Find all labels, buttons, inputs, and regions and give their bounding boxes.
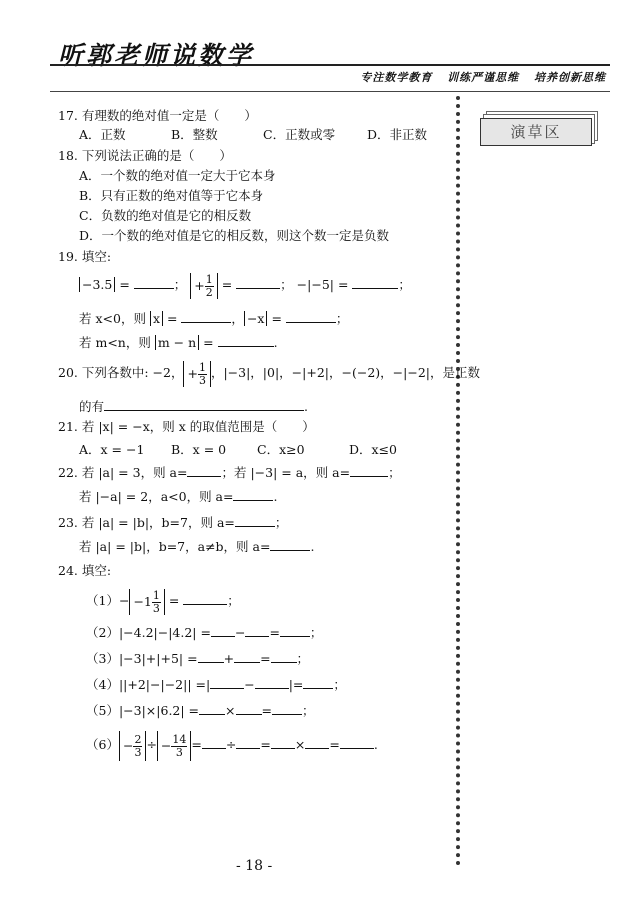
abs-fraction: − $\frac{14}{3}$ <box>157 731 191 761</box>
column-divider <box>456 96 460 866</box>
answer-blank <box>181 310 231 323</box>
answer-blank <box>211 624 235 637</box>
answer-blank <box>104 398 304 411</box>
question-24-item-2: （2）|−4.2|−|4.2| = − = ； <box>86 625 323 640</box>
answer-blank <box>272 702 302 715</box>
answer-blank <box>134 276 174 289</box>
option: B．整数 <box>171 127 218 142</box>
header-slogan: 专注数学教育 训练严谨思维 培养创新思维 <box>360 71 606 84</box>
question-24-item-3: （3）|−3|+|+5| = + = ； <box>86 651 310 666</box>
answer-blank <box>187 464 221 477</box>
scratch-label: 演草区 <box>480 118 592 146</box>
question-24: 24. 填空: <box>58 563 112 578</box>
answer-blank <box>280 624 310 637</box>
abs-fraction: + $\frac{1}{3}$ <box>183 361 210 387</box>
abs-expression: −|−5| <box>296 277 334 292</box>
answer-blank <box>218 334 274 347</box>
answer-blank <box>350 464 388 477</box>
question-24-item-5: （5）|−3|×|6.2| = × = ； <box>86 703 315 718</box>
question-23: 23. 若 |a| = |b|，b=7，则 a= ； <box>58 515 288 530</box>
question-17: 17. 有理数的绝对值一定是（ ） <box>58 108 257 123</box>
question-24-item-4: （4）||+2|−|−2|| =| − |= ； <box>86 677 346 692</box>
scratch-area-label <box>480 116 596 146</box>
abs-fraction: −1 $\frac{1}{3}$ <box>129 589 164 615</box>
answer-blank <box>286 310 336 323</box>
answer-blank <box>236 702 262 715</box>
question-22: 22. 若 |a| = 3，则 a= ；若 |−3| = a，则 a= ； <box>58 465 401 480</box>
option: C．x≥0 <box>257 442 305 457</box>
answer-blank <box>233 488 273 501</box>
question-19-line-1: −3.5 = ； + $\frac{1}{2}$ = ； −|−5| = ； <box>58 272 452 299</box>
question-19: 19. 填空: <box>58 249 112 264</box>
answer-blank <box>340 736 374 749</box>
question-19-line-2: 若 x<0，则 x = ， −x = ； <box>79 311 349 326</box>
question-20-line-2: 的有 . <box>79 399 308 414</box>
question-19-line-3: 若 m<n，则 m − n = . <box>79 335 278 350</box>
option: B．x = 0 <box>171 442 227 457</box>
answer-blank <box>271 650 297 663</box>
question-21: 21. 若 |x| = −x，则 x 的取值范围是（ ） <box>58 419 315 434</box>
question-18-option-d: D．一个数的绝对值是它的相反数，则这个数一定是负数 <box>79 228 390 243</box>
answer-blank <box>236 276 280 289</box>
option: D．x≤0 <box>349 442 397 457</box>
header-rule-bottom <box>50 91 610 92</box>
answer-blank <box>305 736 329 749</box>
abs-expression: −3.5 <box>79 277 115 292</box>
question-18-option-c: C．负数的绝对值是它的相反数 <box>79 208 252 223</box>
abs-fraction: − $\frac{2}{3}$ <box>119 731 146 761</box>
question-18-option-a: A．一个数的绝对值一定大于它本身 <box>79 168 276 183</box>
question-22-line-2: 若 |−a| = 2，a<0，则 a= . <box>79 489 278 504</box>
question-23-line-2: 若 |a| = |b|，b=7，a≠b，则 a= . <box>79 539 315 554</box>
option: D．非正数 <box>367 127 428 142</box>
question-17-options <box>58 126 452 143</box>
answer-blank <box>255 676 289 689</box>
question-24-item-1: （1）− −1 $\frac{1}{3}$ = ； <box>86 588 240 615</box>
answer-blank <box>352 276 398 289</box>
answer-blank <box>183 592 227 605</box>
answer-blank <box>270 538 310 551</box>
option: A．x = −1 <box>79 442 145 457</box>
option: A．正数 <box>79 127 126 142</box>
answer-blank <box>303 676 333 689</box>
question-21-options <box>58 441 452 458</box>
page-number: - 18 - <box>236 858 273 874</box>
answer-blank <box>210 676 244 689</box>
question-24-item-6: （6） − $\frac{2}{3}$ ÷ − $\frac{14}{3}$ = ÷ = × = . <box>86 732 378 759</box>
header-rule <box>50 64 610 66</box>
answer-blank <box>271 736 295 749</box>
answer-blank <box>245 624 269 637</box>
question-18-option-b: B．只有正数的绝对值等于它本身 <box>79 188 264 203</box>
answer-blank <box>235 514 275 527</box>
question-20: 20. 下列各数中: −2， + $\frac{1}{3}$ ，|−3|，|0|，−|+2|，−(−2)，−|−2|，是正数 <box>58 360 480 387</box>
question-18: 18. 下列说法正确的是（ ） <box>58 148 232 163</box>
answer-blank <box>236 736 260 749</box>
answer-blank <box>202 736 226 749</box>
option: C．正数或零 <box>263 127 336 142</box>
answer-blank <box>234 650 260 663</box>
abs-fraction: + $\frac{1}{2}$ <box>190 273 217 299</box>
brand-title: 听郭老师说数学 <box>58 41 255 70</box>
answer-blank <box>198 650 224 663</box>
answer-blank <box>199 702 225 715</box>
